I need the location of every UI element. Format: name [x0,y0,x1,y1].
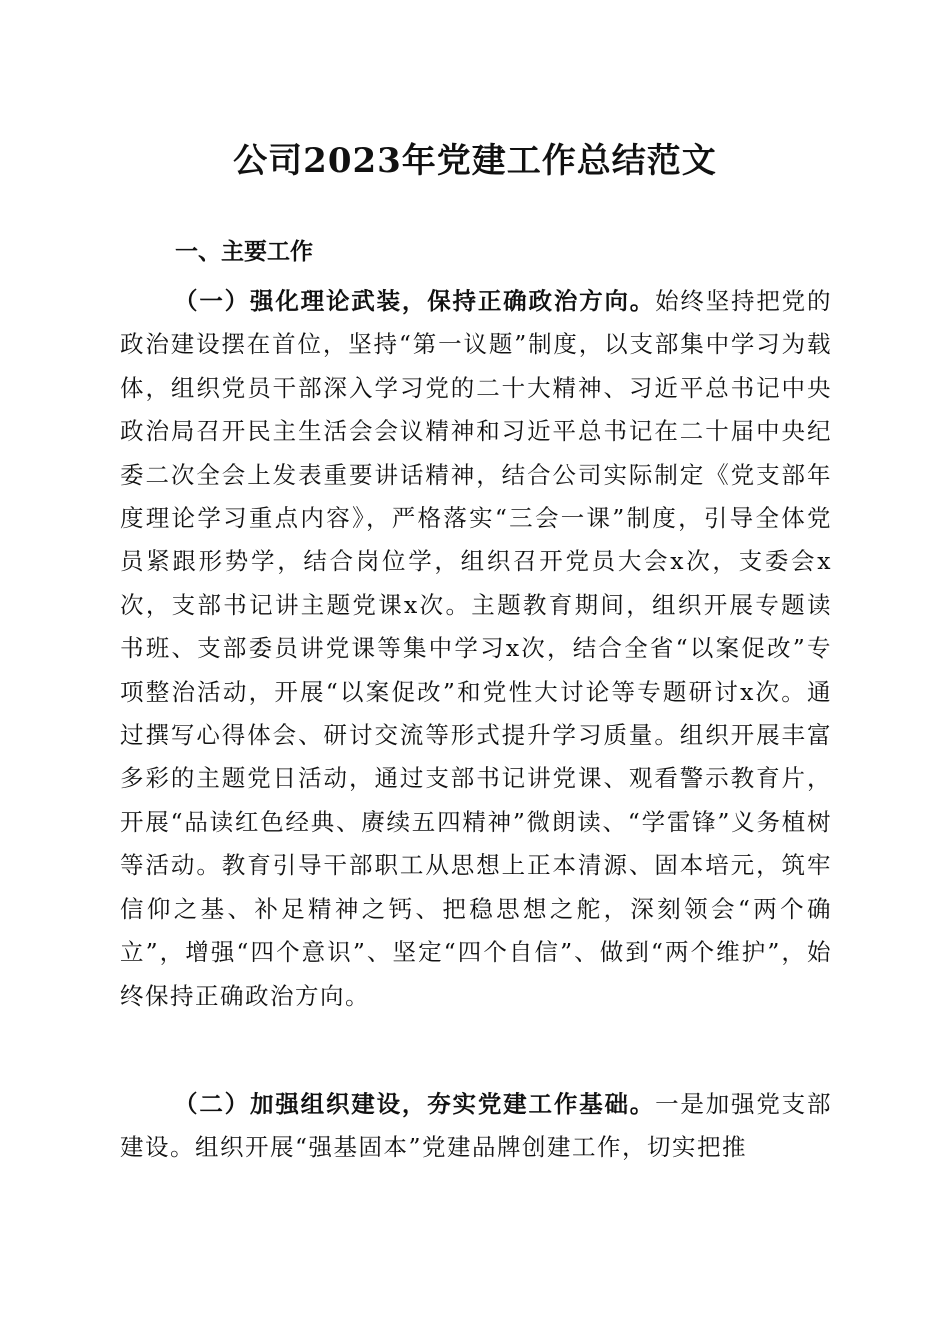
paragraph-2 [120,1083,832,1170]
paragraph-1-text: 始终坚持把党的政治建设摆在首位，坚持“第一议题”制度，以支部集中学习为载体，组织党员干部深入学习党的二十大精神、习近平总书记中央政治局召开民主生活会会议精神和习近平总书记在二十届中央纪委二次全会上发表重要讲话精神，结合公司实际制定《党支部年度理论学习重点内容》，严格落实“三会一课”制度，引导全体党员紧跟形势学，结合岗位学，组织召开党员大会x次，支委会x次，支部书记讲主题党课x次。主题教育期间，组织开展专题读书班、支部委员讲党课等集中学习x次，结合全省“以案促改”专项整治活动，开展“以案促改”和党性大讨论等专题研讨x次。通过撰写心得体会、研讨交流等形式提升学习质量。组织开展丰富多彩的主题党日活动，通过支部书记讲党课、观看警示教育片，开展“品读红色经典、赓续五四精神”微朗读、“学雷锋”义务植树等活动。教育引导干部职工从思想上正本清源、固本培元，筑牢信仰之基、补足精神之钙、把稳思想之舵，深刻领会“两个确立”，增强“四个意识”、坚定“四个自信”、做到“两个维护”，始终保持正确政治方向。 [120,287,833,1010]
paragraph-2-lead: （二）加强组织建设，夯实党建工作基础。 [174,1090,656,1118]
section-heading: 一、主要工作 [175,239,313,265]
paragraph-1 [120,280,832,1018]
document-title: 公司2023年党建工作总结范文 [233,141,717,181]
paragraph-2-text: 一是加强党支部建设。组织开展“强基固本”党建品牌创建工作，切实把推 [120,1090,833,1162]
paragraph-1-lead: （一）强化理论武装，保持正确政治方向。 [174,287,656,315]
